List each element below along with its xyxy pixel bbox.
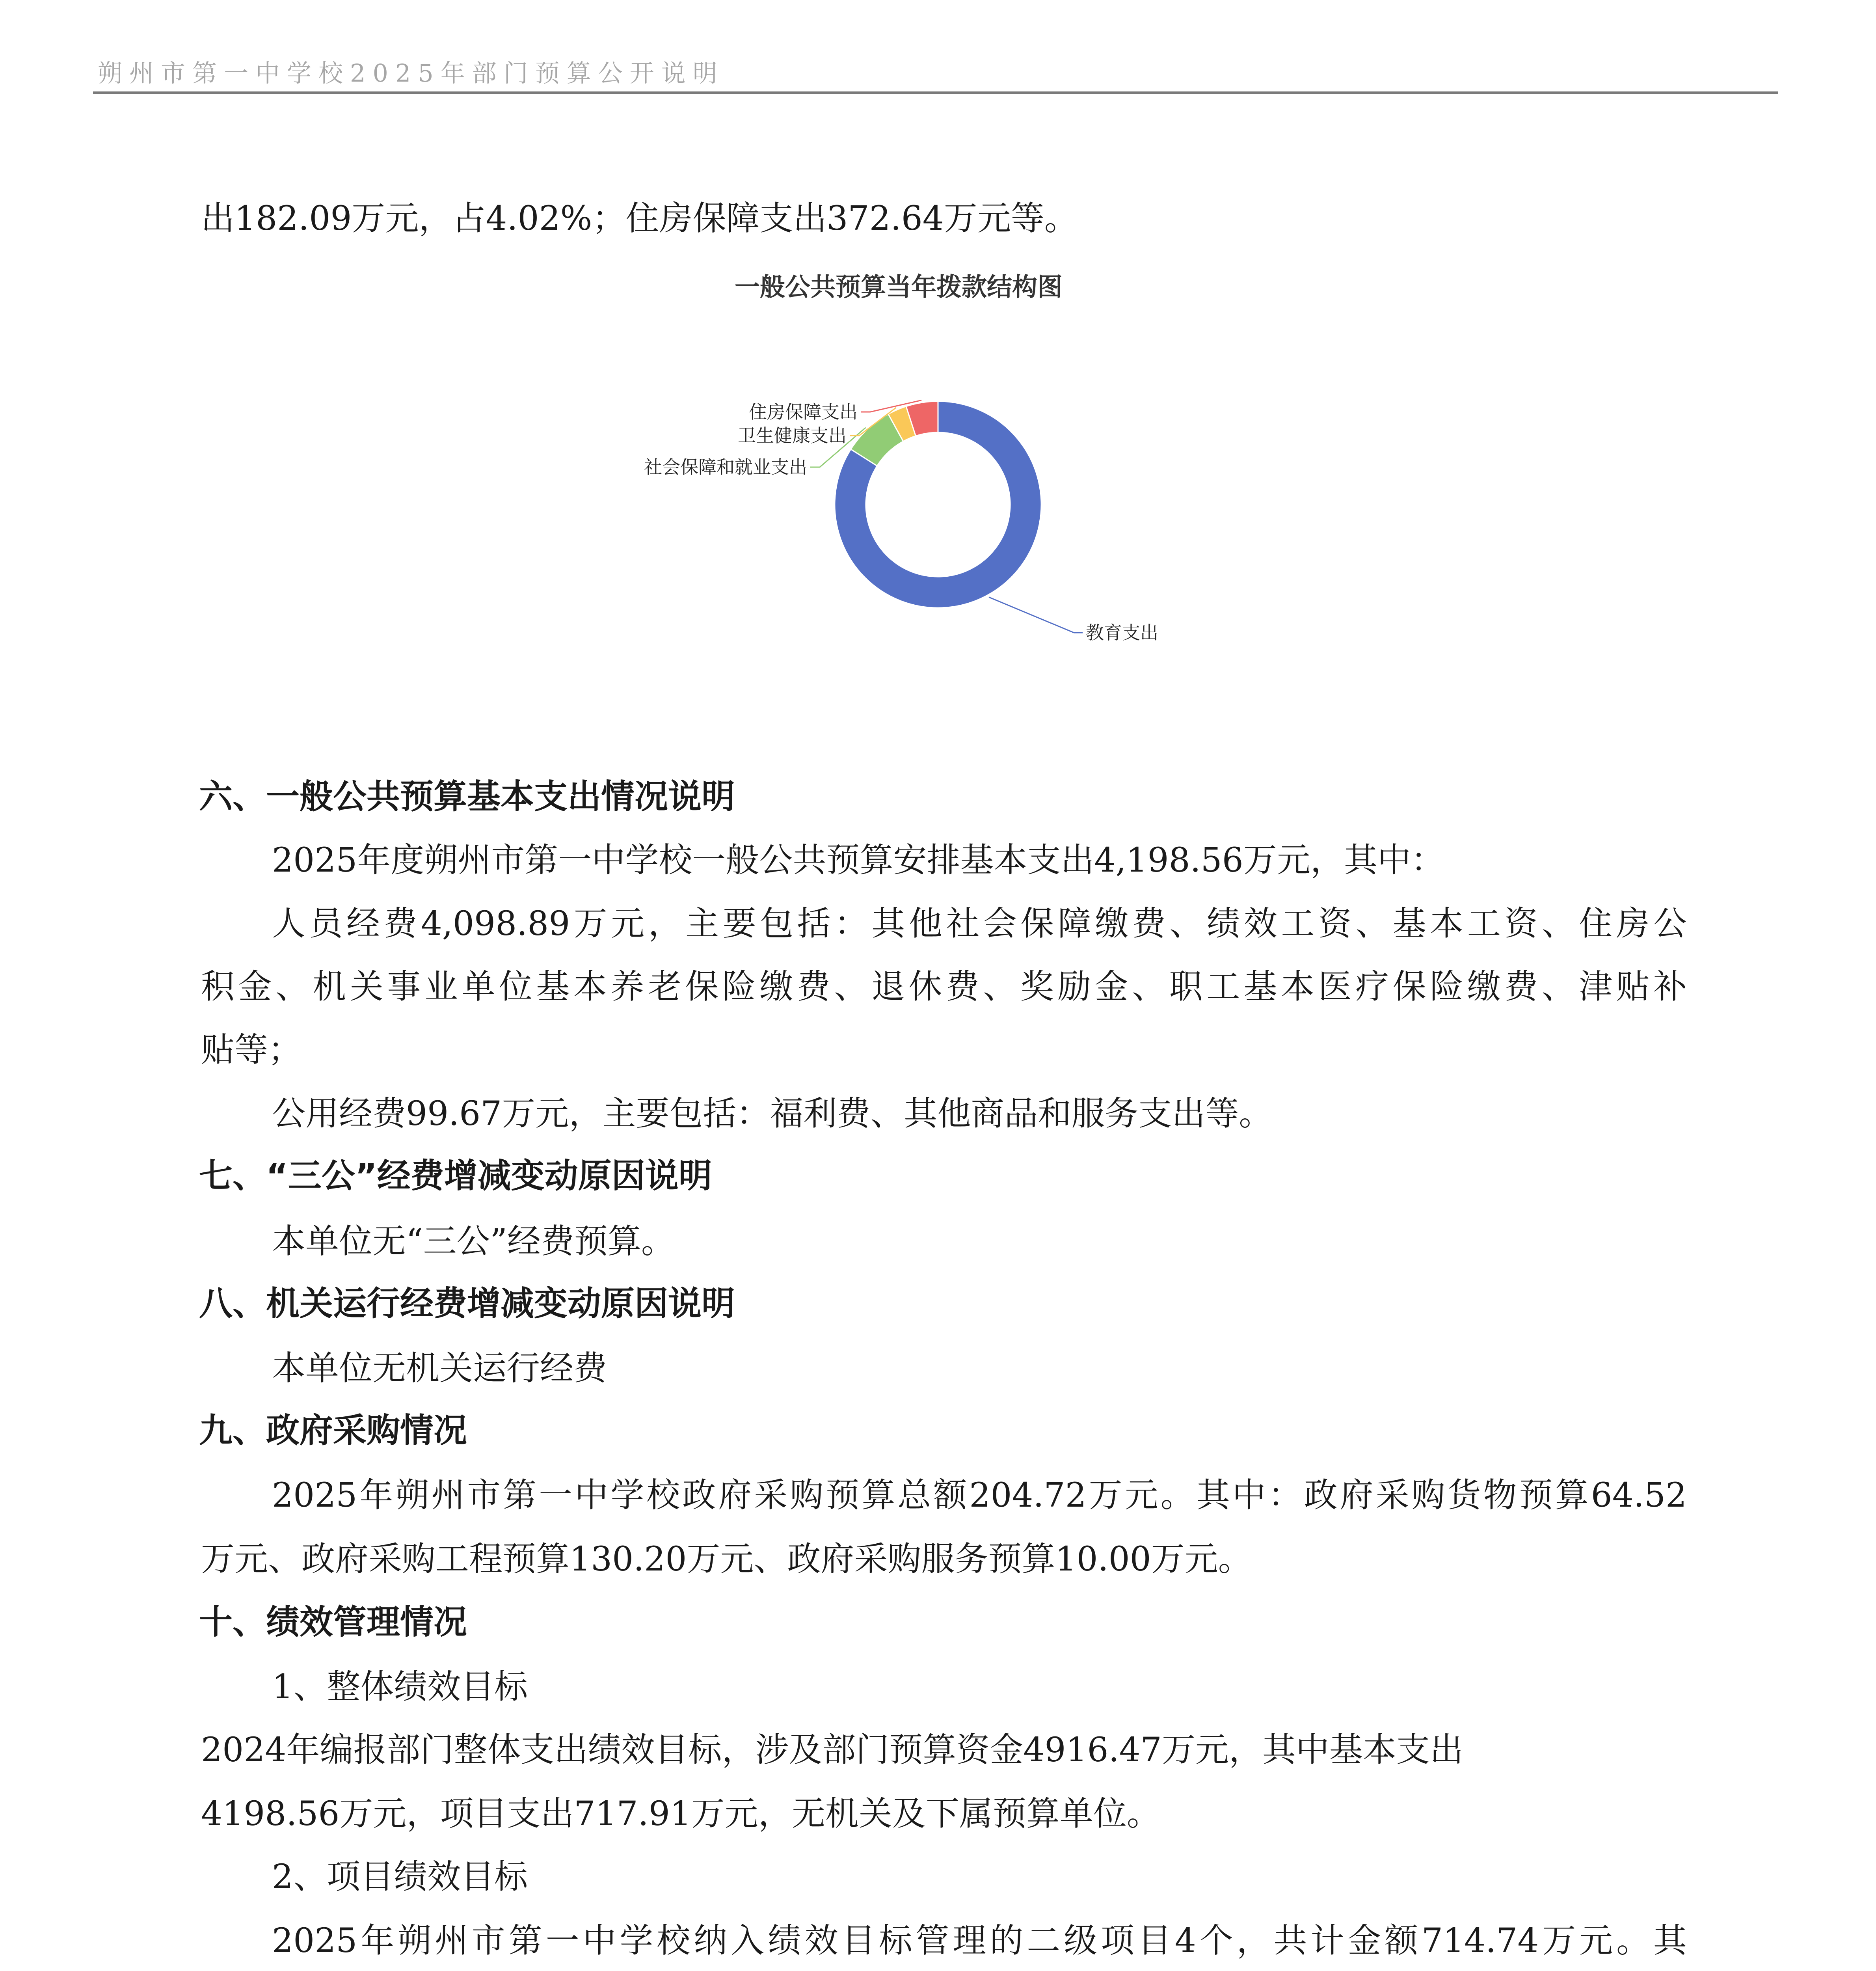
chart-title: 一般公共预算当年拨款结构图 [735,273,1063,302]
section-9-heading: 九、政府采购情况 [199,1411,467,1450]
label-health: 卫生健康支出 [738,425,847,446]
section-10-sub2: 2、项目绩效目标 [272,1857,528,1896]
section-6-heading: 六、一般公共预算基本支出情况说明 [199,777,735,816]
section-6-p3: 公用经费99.67万元，主要包括：福利费、其他商品和服务支出等。 [272,1094,1273,1133]
section-7-heading: 七、“三公”经费增减变动原因说明 [199,1157,712,1196]
intro-line: 出182.09万元，占4.02%；住房保障支出372.64万元等。 [201,199,1078,238]
section-8-p1: 本单位无机关运行经费 [272,1349,607,1388]
section-8-heading: 八、机关运行经费增减变动原因说明 [199,1284,735,1323]
section-6-p2-l1: 人员经费4,098.89万元，主要包括：其他社会保障缴费、绩效工资、基本工资、住房公 [272,904,1687,943]
section-10-sub1: 1、整体绩效目标 [272,1667,528,1706]
section-10-sub1-l1: 2024年编报部门整体支出绩效目标，涉及部门预算资金4916.47万元，其中基本支出 [201,1731,1463,1770]
header-title: 朔州市第一中学校2025年部门预算公开说明 [98,59,724,88]
section-10-p-l1: 2025年朔州市第一中学校纳入绩效目标管理的二级项目4个，共计金额714.74万元。其 [272,1921,1687,1960]
section-6-p2-l2: 积金、机关事业单位基本养老保险缴费、退休费、奖励金、职工基本医疗保险缴费、津贴补 [201,967,1687,1006]
label-education: 教育支出 [1086,622,1158,643]
section-9-l1: 2025年朔州市第一中学校政府采购预算总额204.72万元。其中：政府采购货物预算64.52 [272,1476,1687,1515]
section-6-p2-l3: 贴等； [201,1030,302,1069]
section-10-heading: 十、绩效管理情况 [199,1603,467,1642]
section-9-l2: 万元、政府采购工程预算130.20万元、政府采购服务预算10.00万元。 [201,1540,1252,1579]
leader-education [989,597,1083,633]
section-7-p1: 本单位无“三公”经费预算。 [272,1222,675,1261]
header-divider [93,91,1778,94]
label-social-security: 社会保障和就业支出 [644,456,807,478]
section-6-p1: 2025年度朔州市第一中学校一般公共预算安排基本支出4,198.56万元，其中： [272,841,1444,880]
pie-chart [544,260,1253,678]
donut-slices [835,401,1041,608]
section-10-sub1-l2: 4198.56万元，项目支出717.91万元，无机关及下属预算单位。 [201,1794,1160,1833]
label-housing: 住房保障支出 [749,401,858,423]
